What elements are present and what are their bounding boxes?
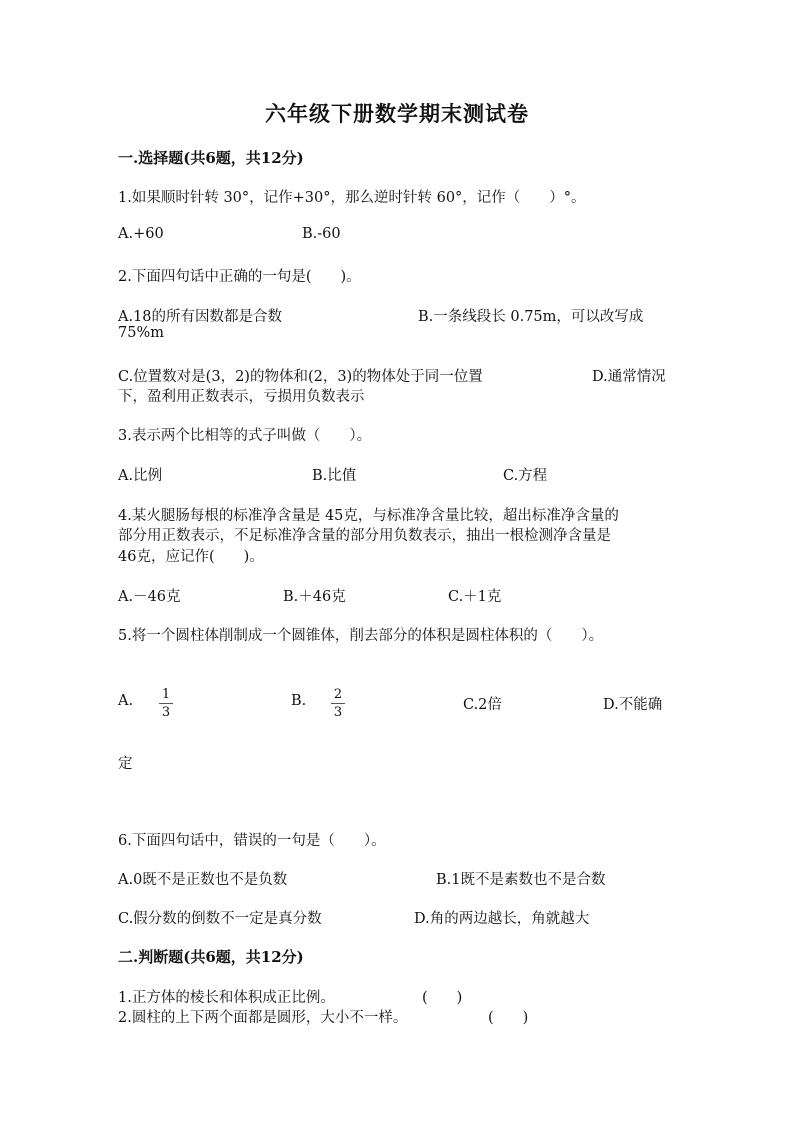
question-5-option-b-fraction (331, 688, 345, 719)
judgement-item-2-blank: ( ) (488, 1010, 529, 1026)
question-2-option-d-continued: 下，盈利用正数表示，亏损用负数表示 (118, 389, 365, 405)
question-3-option-a: A.比例 (118, 468, 163, 484)
fraction-numerator: 2 (333, 687, 343, 702)
question-6-option-a: A.0既不是正数也不是负数 (118, 872, 288, 888)
fraction-denominator: 3 (333, 705, 343, 720)
question-5-option-d: D.不能确 (603, 697, 663, 713)
fraction-denominator: 3 (161, 705, 171, 720)
question-2-option-c: C.位置数对是(3，2)的物体和(2，3)的物体处于同一位置 (118, 369, 483, 385)
question-1-option-a: A.+60 (118, 226, 164, 242)
question-3-option-c: C.方程 (503, 468, 548, 484)
question-6-option-d: D.角的两边越长，角就越大 (414, 911, 590, 927)
question-3-stem: 3.表示两个比相等的式子叫做（ ）。 (118, 428, 372, 444)
question-5-option-d-continued: 定 (118, 756, 133, 772)
question-2-option-b-continued: 75%m (118, 325, 164, 341)
question-5-option-a-fraction (159, 688, 173, 719)
judgement-item-2: 2.圆柱的上下两个面都是圆形，大小不一样。 (118, 1010, 408, 1026)
question-4-stem-line-1: 4.某火腿肠每根的标准净含量是 45克，与标准净含量比较，超出标准净含量的 (118, 508, 619, 524)
question-6-option-c: C.假分数的倒数不一定是真分数 (118, 911, 322, 927)
question-2-stem: 2.下面四句话中正确的一句是( )。 (118, 269, 361, 285)
question-1-option-b: B.-60 (302, 226, 341, 242)
question-3-option-b: B.比值 (312, 468, 357, 484)
question-4-option-b: B.＋46克 (283, 589, 346, 605)
page-title: 六年级下册数学期末测试卷 (265, 101, 529, 126)
question-5-stem: 5.将一个圆柱体削制成一个圆锥体，削去部分的体积是圆柱体积的（ ）。 (118, 628, 604, 644)
question-4-option-a: A.－46克 (118, 589, 181, 605)
question-1-stem: 1.如果顺时针转 30°，记作+30°，那么逆时针转 60°，记作（ ）°。 (118, 190, 586, 206)
question-6-stem: 6.下面四句话中，错误的一句是（ ）。 (118, 833, 386, 849)
fraction-bar (331, 703, 345, 704)
question-4-option-c: C.＋1克 (448, 589, 502, 605)
question-6-option-b: B.1既不是素数也不是合数 (436, 872, 606, 888)
question-2-option-a: A.18的所有因数都是合数 (118, 309, 283, 325)
judgement-item-1: 1.正方体的棱长和体积成正比例。 (118, 990, 335, 1006)
question-2-option-d: D.通常情况 (592, 369, 666, 385)
section-heading-choice: 一.选择题(共6题，共12分) (118, 149, 304, 167)
fraction-numerator: 1 (161, 687, 171, 702)
question-4-stem-line-3: 46克，应记作( )。 (118, 549, 264, 565)
judgement-item-1-blank: ( ) (422, 990, 463, 1006)
question-4-stem-line-2: 部分用正数表示，不足标准净含量的部分用负数表示，抽出一根检测净含量是 (118, 528, 611, 544)
question-5-option-a-label: A. (118, 693, 134, 709)
question-5-option-b-label: B. (291, 693, 307, 709)
question-5-option-c: C.2倍 (463, 697, 502, 713)
section-heading-judgement: 二.判断题(共6题，共12分) (118, 948, 304, 966)
fraction-bar (159, 703, 173, 704)
question-2-option-b: B.一条线段长 0.75m，可以改写成 (418, 309, 644, 325)
